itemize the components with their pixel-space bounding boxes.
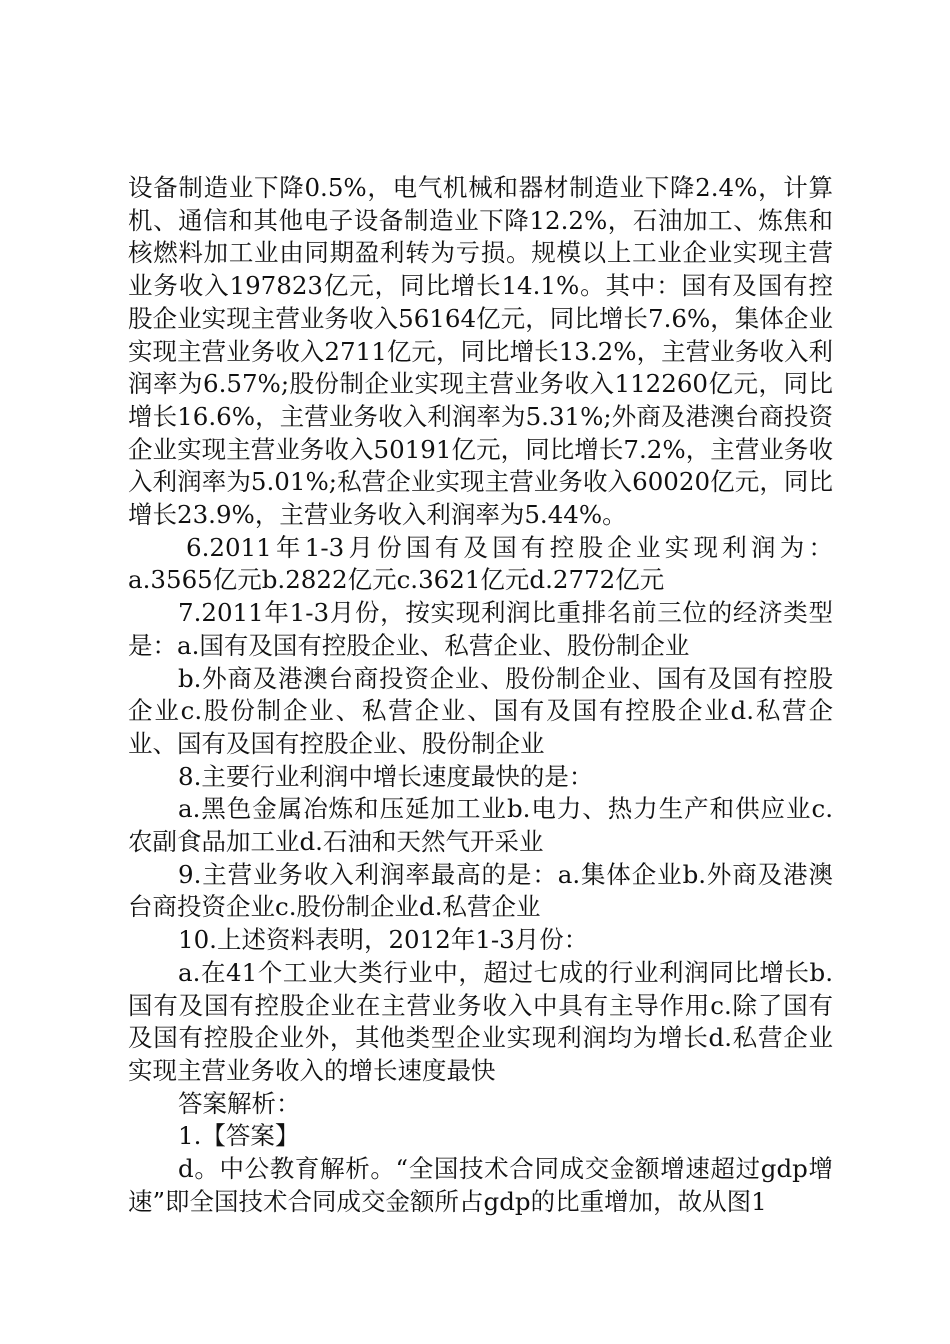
question-7: 7.2011年1-3月份，按实现利润比重排名前三位的经济类型是：a.国有及国有控股企业、私营企业、股份制企业: [128, 598, 833, 660]
question-10: 10.上述资料表明，2012年1-3月份：: [178, 925, 589, 955]
question-7-options: b.外商及港澳台商投资企业、股份制企业、国有及国有控股企业c.股份制企业、私营企业、国有及国有控股企业d.私营企业、国有及国有控股企业、股份制企业: [128, 663, 833, 758]
question-9: 9.主营业务收入利润率最高的是：a.集体企业b.外商及港澳台商投资企业c.股份制企业d.私营企业: [128, 859, 833, 922]
answer-1-explanation: d。中公教育解析。“全国技术合同成交金额增速超过gdp增速”即全国技术合同成交金额所占gdp的比重增加，故从图1: [128, 1154, 833, 1216]
question-10-options: a.在41个工业大类行业中，超过七成的行业利润同比增长b.国有及国有控股企业在主营业务收入中具有主导作用c.除了国有及国有控股企业外，其他类型企业实现利润均为增长d.私营企业实现主营业务收入的增长速度最快: [128, 957, 833, 1085]
answer-1-heading: 1.【答案】: [178, 1121, 300, 1151]
question-8: 8.主要行业利润中增长速度最快的是：: [178, 761, 594, 791]
question-6: 6.2011年1-3月份国有及国有控股企业实现利润为：a.3565亿元b.2822亿元c.3621亿元d.2772亿元: [128, 532, 833, 595]
paragraph-industry-summary: 设备制造业下降0.5%，电气机械和器材制造业下降2.4%，计算机、通信和其他电子设备制造业下降12.2%，石油加工、炼焦和核燃料加工业由同期盈利转为亏损。规模以上工业企业实现主营业务收入197823亿元，同比增长14.1%。其中：国有及国有控股企业实现主营业务收入56164亿元，同比增长7.6%，集体企业实现主营业务收入2711亿元，同比增长13.2%，主营业务收入利润率为6.57%;股份制企业实现主营业务收入112260亿元，同比增长16.6%，主营业务收入利润率为5.31%;外商及港澳台商投资企业实现主营业务收入50191亿元，同比增长7.2%，主营业务收入利润率为5.01%;私营企业实现主营业务收入60020亿元，同比增长23.9%，主营业务收入利润率为5.44%。: [128, 173, 833, 530]
document-body: [128, 172, 833, 1219]
question-8-options: a.黑色金属冶炼和压延加工业b.电力、热力生产和供应业c.农副食品加工业d.石油和天然气开采业: [128, 794, 833, 857]
answer-analysis-heading: 答案解析：: [178, 1088, 301, 1118]
